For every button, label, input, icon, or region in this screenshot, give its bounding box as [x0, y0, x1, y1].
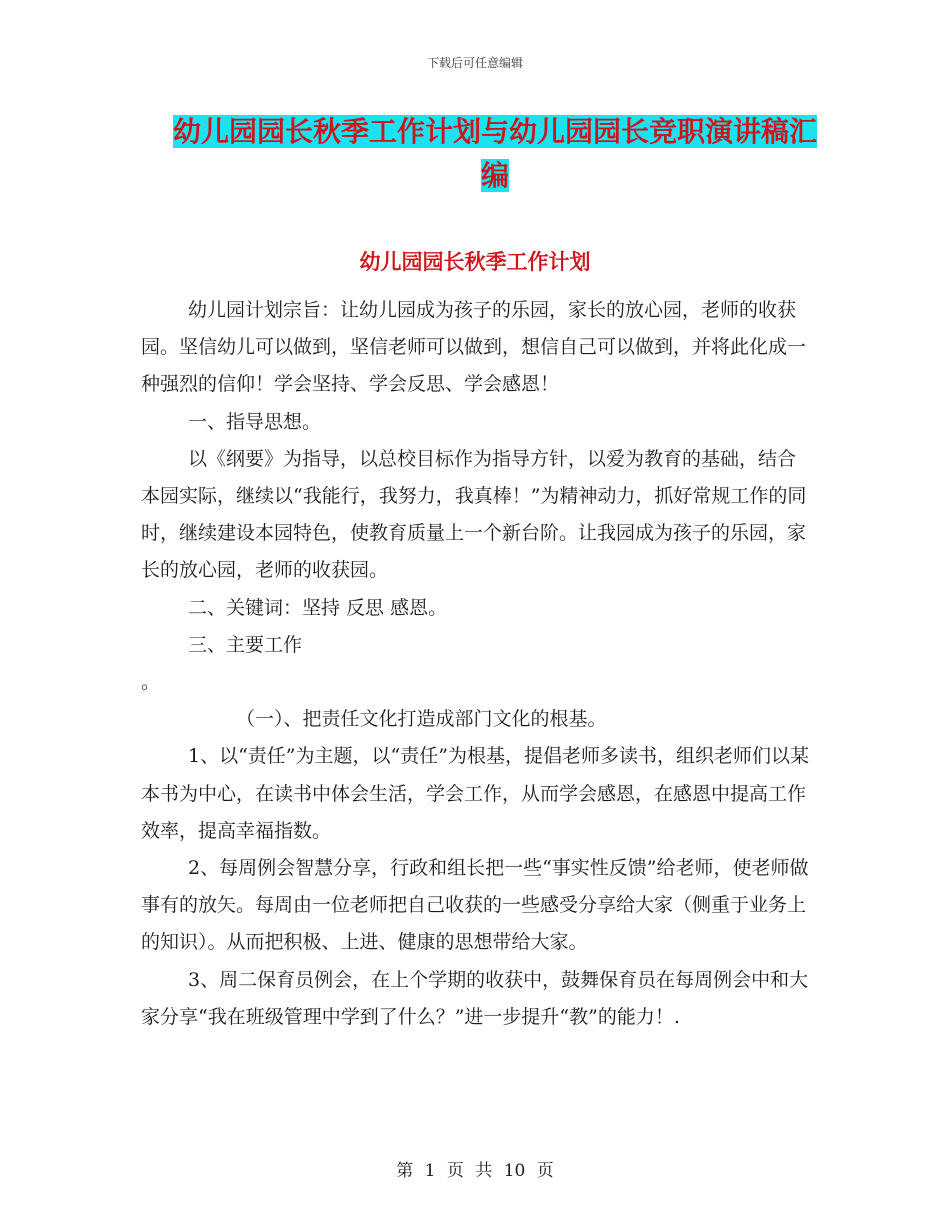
paragraph-item-2: 2、每周例会智慧分享，行政和组长把一些“事实性反馈”给老师，使老师做事有的放矢。每周由一位老师把自己收获的一些感受分享给大家（侧重于业务上的知识）。从而把积极、上进、健康的思想带给大家。: [141, 857, 809, 954]
header-note: 下载后可任意编辑: [426, 56, 523, 70]
page-footer: 第 1 页 共 10 页: [396, 1161, 554, 1181]
paragraph-guiding-thought: 以《纲要》为指导，以总校目标作为指导方针，以爱为教育的基础，结合本园实际，继续以“我能行，我努力，我真棒！”为精神动力，抓好常规工作的同时，继续建设本园特色，使教育质量上一个新台阶。让我园成为孩子的乐园，家长的放心园，老师的收获园。: [141, 447, 807, 582]
document-body: [141, 292, 811, 1036]
document-title: [170, 110, 820, 198]
title-line-2: 编: [480, 159, 509, 192]
paragraph-purpose: 幼儿园计划宗旨：让幼儿园成为孩子的乐园，家长的放心园，老师的收获园。坚信幼儿可以做到，坚信老师可以做到，想信自己可以做到，并将此化成一种强烈的信仰！学会坚持、学会反思、学会感恩！: [141, 299, 807, 396]
subheading-responsibility: （一）、把责任文化打造成部门文化的根基。: [236, 708, 607, 731]
section-title: 幼儿园园长秋季工作计划: [359, 250, 591, 274]
heading-guiding-thought: 一、指导思想。: [188, 410, 322, 433]
paragraph-item-1: 1、以“责任”为主题，以“责任”为根基，提倡老师多读书，组织老师们以某本书为中心，在读书中体会生活，学会工作，从而学会感恩，在感恩中提高工作效率，提高幸福指数。: [141, 745, 809, 842]
title-line-1: 幼儿园园长秋季工作计划与幼儿园园长竞职演讲稿汇: [172, 115, 817, 148]
heading-main-work: 三、主要工作: [188, 633, 303, 656]
paragraph-item-3: 3、周二保育员例会，在上个学期的收获中，鼓舞保育员在每周例会中和大家分享“我在班级管理中学到了什么？”进一步提升“教”的能力！.: [141, 968, 809, 1028]
heading-keywords: 二、关键词：坚持 反思 感恩。: [188, 596, 448, 619]
paragraph-period: 。: [141, 671, 161, 694]
